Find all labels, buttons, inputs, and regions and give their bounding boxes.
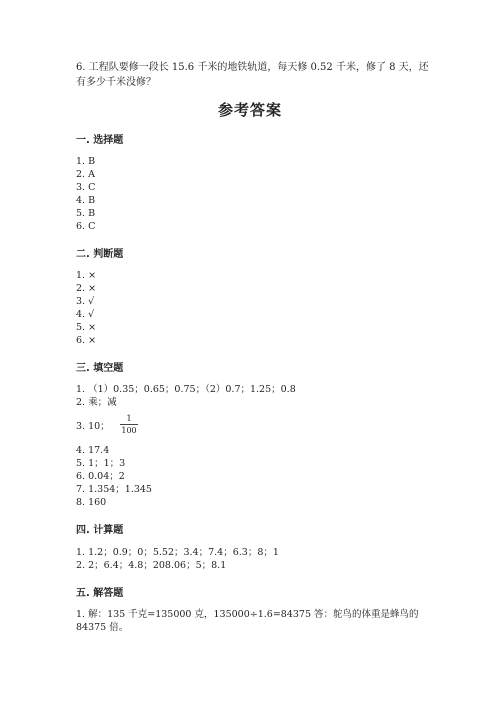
- choice-answer: 2. A: [76, 169, 95, 180]
- section-heading-judge: 二. 判断题: [76, 249, 124, 260]
- fill-answer: 2. 乘；减: [76, 397, 117, 408]
- fill-answer: 4. 17.4: [76, 445, 110, 456]
- fill-answer: 7. 1.354；1.345: [76, 484, 152, 495]
- section-heading-calc: 四. 计算题: [76, 525, 124, 536]
- fraction-numerator: 1: [120, 414, 138, 425]
- choice-answer: 1. B: [76, 156, 96, 167]
- fill-answer: 5. 1；1；3: [76, 458, 126, 469]
- judge-answer: 5. ×: [76, 322, 97, 333]
- choice-answer: 4. B: [76, 195, 96, 206]
- judge-answer: 6. ×: [76, 335, 97, 346]
- question-6-line-1: 6. 工程队要修一段长 15.6 千米的地铁轨道，每天修 0.52 千米，修了 8 天，还: [76, 62, 429, 73]
- solve-answer-line-1: 1. 解：135 千克=135000 克，135000÷1.6=84375 答：鸵鸟的体重是蜂鸟的: [76, 609, 419, 620]
- fill-answer: 6. 0.04；2: [76, 471, 125, 482]
- judge-answer: 4. √: [76, 309, 95, 320]
- question-6-line-2: 有多少千米没修？: [76, 77, 156, 88]
- fill-answer: 3. 10；: [76, 421, 110, 432]
- answer-title: 参考答案: [217, 101, 282, 119]
- judge-answer: 1. ×: [76, 270, 97, 281]
- section-heading-fill: 三. 填空题: [76, 363, 124, 374]
- section-heading-solve: 五. 解答题: [76, 588, 124, 599]
- choice-answer: 5. B: [76, 208, 96, 219]
- fill-answer: 1. （1）0.35；0.65；0.75；（2）0.7；1.25；0.8: [76, 384, 296, 395]
- fraction: [120, 414, 138, 435]
- section-heading-choice: 一. 选择题: [76, 135, 124, 146]
- judge-answer: 3. √: [76, 296, 95, 307]
- choice-answer: 3. C: [76, 182, 96, 193]
- fill-answer: 8. 160: [76, 497, 107, 508]
- fraction-denominator: 100: [121, 426, 137, 435]
- calc-answer: 2. 2；6.4；4.8；208.06；5；8.1: [76, 560, 227, 571]
- judge-answer: 2. ×: [76, 283, 97, 294]
- solve-answer-line-2: 84375 倍。: [76, 622, 129, 633]
- calc-answer: 1. 1.2；0.9；0；5.52；3.4；7.4；6.3；8；1: [76, 547, 279, 558]
- choice-answer: 6. C: [76, 221, 96, 232]
